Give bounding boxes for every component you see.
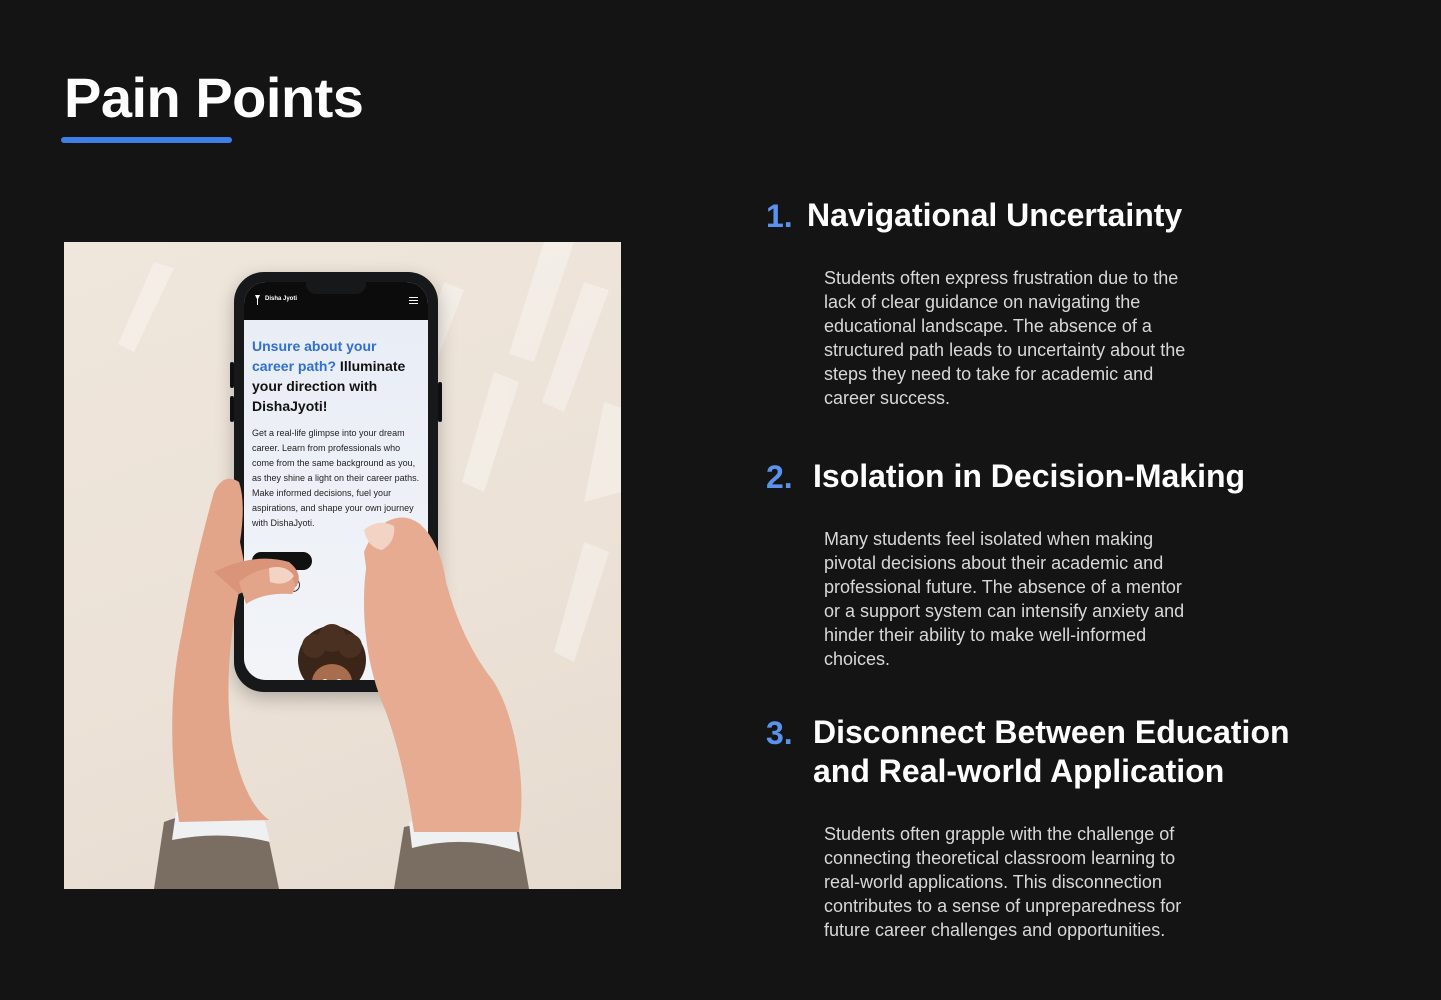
pain-point-number: 3.	[766, 715, 793, 751]
pain-point-title: Navigational Uncertainty	[807, 197, 1183, 233]
pain-point-description: Students often express frustration due to the lack of clear guidance on navigating the educational landscape. The absence of a structured path leads to uncertainty about the steps they need to take for academic and career success.	[824, 268, 1186, 408]
pain-point-description: Students often grapple with the challenge of connecting theoretical classroom learning to real-world applications. This disconnection contributes to a sense of unpreparedness for future career challenges and opportunities.	[824, 824, 1182, 940]
pain-point-number: 1.	[766, 198, 793, 234]
pain-point-description: Many students feel isolated when making pivotal decisions about their academic and professional future. The absence of a mentor or a support system can intensify anxiety and hinder their ability to make well-informed choices.	[824, 529, 1185, 669]
app-brand: Disha Jyoti	[265, 296, 298, 302]
pain-point-title: Isolation in Decision-Making	[813, 458, 1246, 494]
phone-mockup-image	[64, 242, 621, 889]
hands-holding-phone	[64, 242, 621, 889]
pain-point-title-line: Disconnect Between Education	[813, 714, 1290, 750]
page-title: Pain Points	[64, 66, 364, 129]
pain-point-title	[813, 713, 1290, 791]
hero-headline-rest: Illuminate your direction with DishaJyoti!	[252, 358, 406, 414]
pain-point-title-line: and Real-world Application	[813, 753, 1225, 789]
title-underline	[61, 137, 232, 143]
hero-headline-accent: Unsure about your career path?	[252, 338, 377, 374]
hero-body-text: Get a real-life glimpse into your dream career. Learn from professionals who come from the same background as you, as they shine a light on their career paths. Make informed decisions, fuel your aspirations, and shape your own journey with DishaJyoti.	[252, 428, 420, 528]
pain-point-number: 2.	[766, 459, 793, 495]
